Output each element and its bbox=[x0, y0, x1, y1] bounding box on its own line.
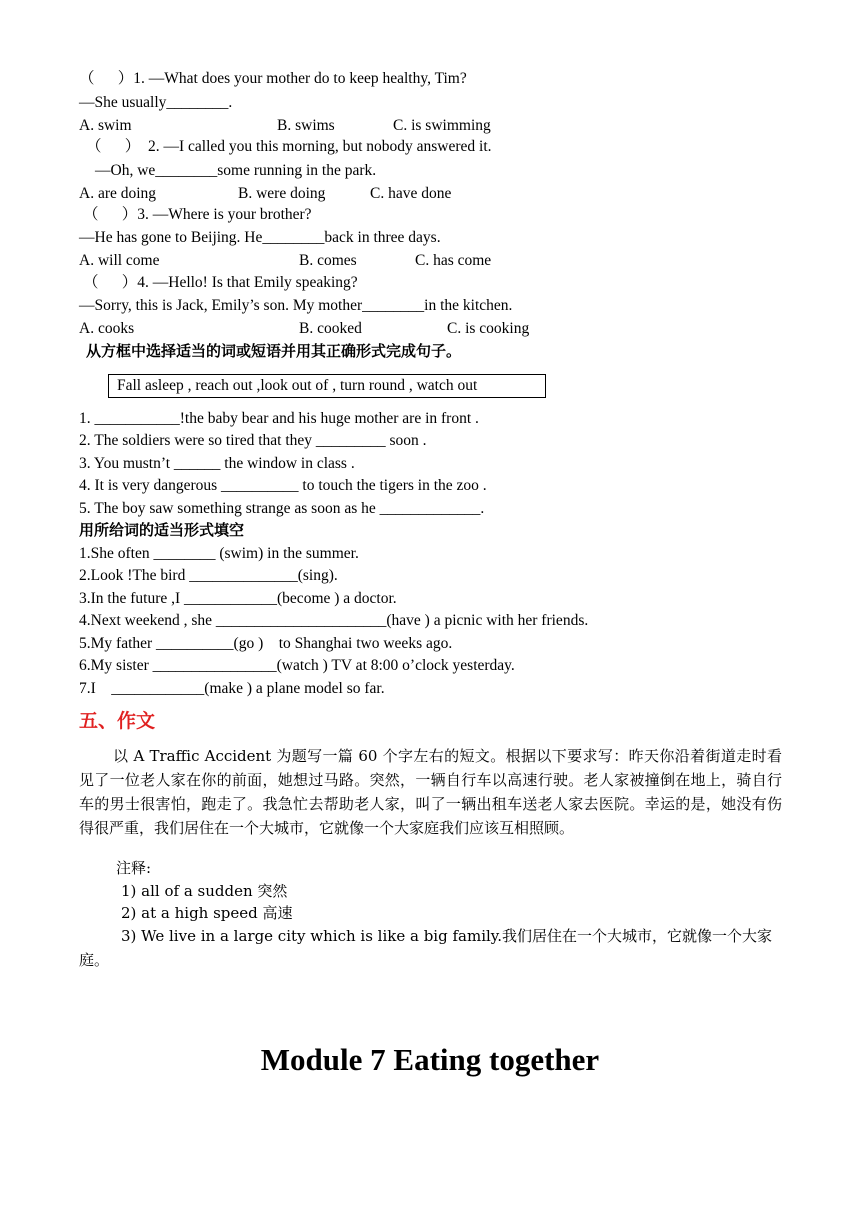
q2-reply: —Oh, we________some running in the park. bbox=[95, 162, 377, 179]
phrase-item-4: 4. It is very dangerous __________ to touch the tigers in the zoo . bbox=[79, 477, 487, 494]
note-2: 2) at a high speed 高速 bbox=[121, 904, 293, 922]
q4-option-b: B. cooked bbox=[299, 320, 362, 337]
verb-item-5: 5.My father __________(go ) to Shanghai two weeks ago. bbox=[79, 635, 453, 652]
verb-section-heading: 用所给词的适当形式填空 bbox=[79, 521, 245, 539]
verb-item-3: 3.In the future ,I ____________(become ) a doctor. bbox=[79, 590, 397, 607]
q1-reply: —She usually________. bbox=[79, 94, 233, 111]
verb-item-6: 6.My sister ________________(watch ) TV at 8:00 o’clock yesterday. bbox=[79, 657, 515, 674]
phrase-section-heading: 从方框中选择适当的词或短语并用其正确形式完成句子。 bbox=[86, 342, 462, 360]
note-3: 3) We live in a large city which is like a big family.我们居住在一个大城市，它就像一个大家庭。 bbox=[79, 927, 773, 969]
q4-option-a: A. cooks bbox=[79, 320, 135, 337]
phrase-word-box: Fall asleep , reach out ,look out of , turn round , watch out bbox=[108, 374, 546, 398]
q4-reply: —Sorry, this is Jack, Emily’s son. My mother________in the kitchen. bbox=[79, 297, 513, 314]
phrase-item-3: 3. You mustn’t ______ the window in class . bbox=[79, 455, 355, 472]
verb-item-7: 7.I ____________(make ) a plane model so far. bbox=[79, 680, 385, 697]
module-title: Module 7 Eating together bbox=[260, 1042, 600, 1077]
writing-prompt: 以 A Traffic Accident 为题写一篇 60 个字左右的短文。根据以下要求写：昨天你沿着街道走时看见了一位老人家在你的前面，她想过马路。突然，一辆自行车以高速行驶。老人家被撞倒在地上，骑自行车的男士很害怕，跑走了。我急忙去帮助老人家，叫了一辆出租车送老人家去医院。幸运的是，她没有伤得很严重，我们居住在一个大城市，它就像一个大家庭我们应该互相照顾。 bbox=[79, 747, 782, 837]
phrase-item-2: 2. The soldiers were so tired that they _________ soon . bbox=[79, 432, 427, 449]
verb-item-1: 1.She often ________ (swim) in the summer. bbox=[79, 545, 359, 562]
q3-reply: —He has gone to Beijing. He________back in three days. bbox=[79, 229, 441, 246]
q3-option-a: A. will come bbox=[79, 252, 160, 269]
q2-option-b: B. were doing bbox=[238, 185, 326, 202]
q2-stem: （ ） 2. —I called you this morning, but nobody answered it. bbox=[86, 138, 492, 155]
phrase-item-1: 1. ___________!the baby bear and his huge mother are in front . bbox=[79, 410, 479, 427]
phrase-item-5: 5. The boy saw something strange as soon as he _____________. bbox=[79, 500, 485, 517]
q3-option-b: B. comes bbox=[299, 252, 357, 269]
q3-stem: （ ）3. —Where is your brother? bbox=[83, 206, 312, 223]
verb-item-4: 4.Next weekend , she ______________________(have ) a picnic with her friends. bbox=[79, 612, 589, 629]
q1-option-a: A. swim bbox=[79, 117, 132, 134]
q1-option-c: C. is swimming bbox=[393, 117, 491, 134]
notes-label: 注释: bbox=[116, 859, 152, 877]
q2-option-a: A. are doing bbox=[79, 185, 157, 202]
q4-stem: （ ）4. —Hello! Is that Emily speaking? bbox=[83, 274, 358, 291]
q3-option-c: C. has come bbox=[415, 252, 492, 269]
verb-item-2: 2.Look !The bird ______________(sing). bbox=[79, 567, 338, 584]
note-1: 1) all of a sudden 突然 bbox=[121, 882, 288, 900]
q2-option-c: C. have done bbox=[370, 185, 452, 202]
q1-stem: （ ）1. —What does your mother do to keep healthy, Tim? bbox=[79, 70, 467, 87]
q1-option-b: B. swims bbox=[277, 117, 335, 134]
q4-option-c: C. is cooking bbox=[447, 320, 530, 337]
writing-section-heading: 五、作文 bbox=[79, 710, 156, 732]
